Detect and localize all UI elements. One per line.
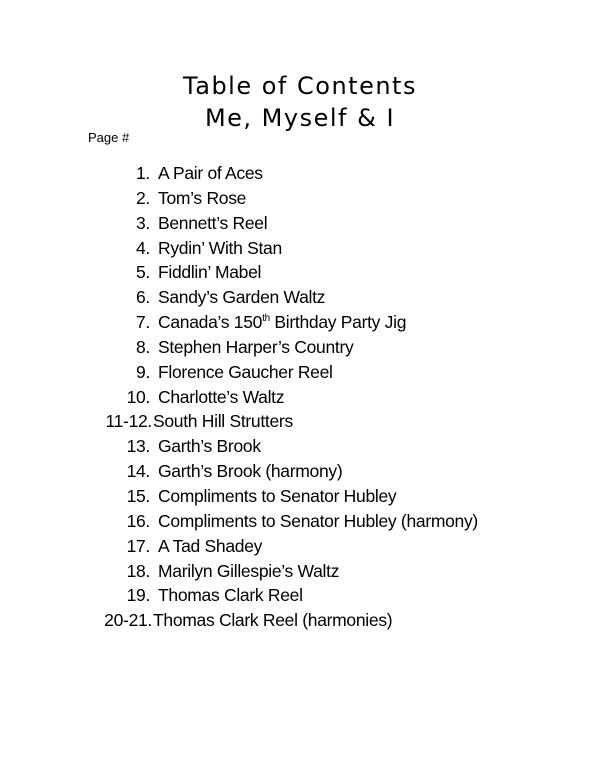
toc-title: Compliments to Senator Hubley (harmony) <box>158 510 478 531</box>
toc-title: A Pair of Aces <box>158 163 263 183</box>
toc-page-number: 9. <box>136 361 150 382</box>
toc-entry <box>0 484 600 509</box>
toc-title: Bennett’s Reel <box>158 212 268 233</box>
toc-title: Stephen Harper’s Country <box>158 336 354 357</box>
toc-title: Thomas Clark Reel (harmonies) <box>153 610 393 631</box>
toc-entry <box>0 559 600 584</box>
toc-page-number: 11-12. <box>105 411 152 432</box>
toc-entry <box>0 534 600 559</box>
toc-entry <box>0 434 600 459</box>
toc-page-number: 6. <box>136 287 150 308</box>
toc-page-number: 2. <box>136 187 150 208</box>
toc-title: Marilyn Gillespie’s Waltz <box>158 560 340 581</box>
toc-page-number: 15. <box>126 485 150 506</box>
toc-title: Fiddlin’ Mabel <box>158 262 262 283</box>
toc-page-number: 17. <box>126 535 150 556</box>
toc-entry <box>0 211 600 236</box>
toc-entry <box>0 161 600 186</box>
toc-page-number: 5. <box>136 262 150 283</box>
toc-page-number: 18. <box>126 560 150 581</box>
toc-title: South Hill Strutters <box>153 411 293 432</box>
toc-title: Compliments to Senator Hubley <box>158 485 397 506</box>
page-column-label: Page # <box>88 130 130 145</box>
toc-entry <box>0 583 600 608</box>
toc-entry <box>0 186 600 211</box>
toc-title: Garth’s Brook <box>158 436 261 457</box>
toc-title-suffix: Birthday Party Jig <box>269 312 407 333</box>
title-heading: Table of Contents <box>183 72 417 100</box>
toc-page-number: 13. <box>126 436 150 457</box>
toc-title: Florence Gaucher Reel <box>158 361 333 382</box>
toc-entry <box>0 335 600 360</box>
toc-page-number: 4. <box>136 237 150 258</box>
toc-title: Sandy’s Garden Waltz <box>158 287 326 308</box>
toc-page-number: 20-21. <box>104 610 152 631</box>
title-subheading: Me, Myself & I <box>204 104 396 132</box>
toc-entry <box>0 236 600 261</box>
toc-title: A Tad Shadey <box>158 535 263 556</box>
toc-title: Tom’s Rose <box>158 187 247 208</box>
toc-entry <box>0 310 600 335</box>
ordinal-suffix: th <box>262 313 270 325</box>
toc-entry <box>0 509 600 534</box>
toc-title: Rydin’ With Stan <box>158 237 282 258</box>
toc-title <box>158 310 406 335</box>
toc-list <box>0 161 600 633</box>
document-title <box>0 70 600 134</box>
toc-entry <box>0 360 600 385</box>
toc-entry <box>0 385 600 410</box>
toc-page-number: 7. <box>136 312 150 333</box>
toc-page-number: 3. <box>136 212 150 233</box>
toc-page-number: 10. <box>126 386 150 407</box>
toc-page-number: 14. <box>126 461 150 482</box>
toc-page-number: 1. <box>136 163 150 183</box>
toc-entry <box>0 608 600 633</box>
toc-entry <box>0 285 600 310</box>
toc-entry <box>0 409 600 434</box>
toc-page-number: 8. <box>136 336 150 357</box>
toc-title: Charlotte’s Waltz <box>158 386 285 407</box>
toc-title: Thomas Clark Reel <box>158 585 303 606</box>
toc-title-prefix: Canada’s 150 <box>158 312 263 333</box>
toc-entry <box>0 260 600 285</box>
toc-page-number: 19. <box>126 585 150 606</box>
toc-title: Garth’s Brook (harmony) <box>158 461 343 482</box>
toc-entry <box>0 459 600 484</box>
toc-page-number: 16. <box>126 510 150 531</box>
